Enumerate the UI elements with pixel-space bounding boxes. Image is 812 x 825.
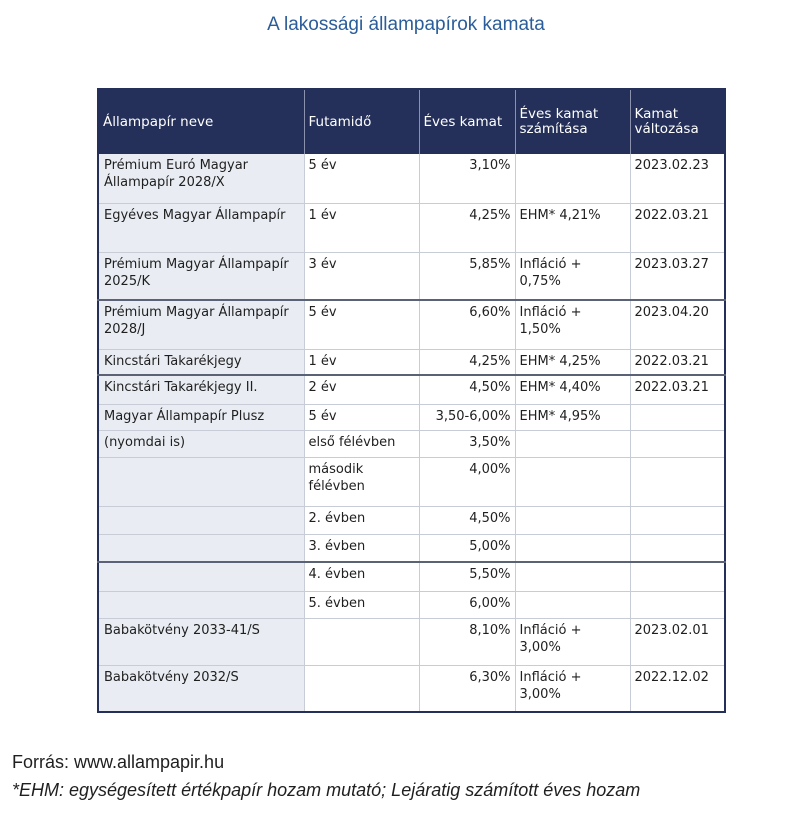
table-row	[98, 591, 725, 618]
rates-table	[97, 88, 726, 713]
table-row	[98, 349, 725, 375]
cell-rate: 5,85%	[419, 252, 515, 300]
cell-name	[98, 591, 304, 618]
header-change: Kamat változása	[630, 89, 725, 154]
cell-rate: 3,50-6,00%	[419, 404, 515, 430]
cell-change	[630, 404, 725, 430]
table-row	[98, 562, 725, 591]
cell-calc	[515, 457, 630, 506]
cell-change	[630, 562, 725, 591]
source-note: Forrás: www.allampapir.hu	[12, 752, 225, 772]
table-row	[98, 430, 725, 457]
cell-name	[98, 506, 304, 534]
cell-term: 3. évben	[304, 534, 419, 562]
cell-change: 2023.02.23	[630, 154, 725, 203]
cell-calc: Infláció + 1,50%	[515, 300, 630, 349]
cell-term: 2 év	[304, 375, 419, 404]
cell-change	[630, 430, 725, 457]
page-title: A lakossági állampapírok kamata	[267, 14, 545, 35]
cell-term	[304, 665, 419, 712]
cell-change	[630, 506, 725, 534]
table-row	[98, 457, 725, 506]
cell-change: 2022.03.21	[630, 375, 725, 404]
cell-rate: 4,00%	[419, 457, 515, 506]
cell-calc: EHM* 4,25%	[515, 349, 630, 375]
cell-term: 4. évben	[304, 562, 419, 591]
cell-calc: Infláció + 3,00%	[515, 665, 630, 712]
cell-change: 2022.03.21	[630, 349, 725, 375]
cell-rate: 4,25%	[419, 349, 515, 375]
header-calc: Éves kamat számítása	[515, 89, 630, 154]
ehm-footnote: *EHM: egységesített értékpapír hozam mutató; Lejáratig számított éves hozam	[12, 780, 641, 800]
cell-name: Kincstári Takarékjegy II.	[98, 375, 304, 404]
header-name: Állampapír neve	[98, 89, 304, 154]
cell-calc: EHM* 4,95%	[515, 404, 630, 430]
cell-term: 5 év	[304, 404, 419, 430]
cell-term: első félévben	[304, 430, 419, 457]
cell-change	[630, 534, 725, 562]
cell-name: Magyar Állampapír Plusz	[98, 404, 304, 430]
table-header-row	[98, 89, 725, 154]
header-rate: Éves kamat	[419, 89, 515, 154]
cell-calc	[515, 534, 630, 562]
cell-term: 2. évben	[304, 506, 419, 534]
cell-calc	[515, 430, 630, 457]
table-row	[98, 300, 725, 349]
table-row	[98, 404, 725, 430]
cell-term: 3 év	[304, 252, 419, 300]
table-row	[98, 665, 725, 712]
cell-rate: 3,50%	[419, 430, 515, 457]
cell-term: 5 év	[304, 300, 419, 349]
table-row	[98, 375, 725, 404]
cell-rate: 6,30%	[419, 665, 515, 712]
table-row	[98, 154, 725, 203]
cell-name: Prémium Magyar Állampapír 2025/K	[98, 252, 304, 300]
cell-name: Kincstári Takarékjegy	[98, 349, 304, 375]
table-row	[98, 252, 725, 300]
cell-change: 2023.03.27	[630, 252, 725, 300]
cell-name: Prémium Euró Magyar Állampapír 2028/X	[98, 154, 304, 203]
cell-name	[98, 562, 304, 591]
cell-calc: Infláció + 3,00%	[515, 618, 630, 665]
cell-rate: 5,00%	[419, 534, 515, 562]
cell-name: Egyéves Magyar Állampapír	[98, 203, 304, 252]
cell-calc: EHM* 4,21%	[515, 203, 630, 252]
cell-term: 1 év	[304, 203, 419, 252]
cell-rate: 4,50%	[419, 506, 515, 534]
cell-name	[98, 534, 304, 562]
cell-rate: 8,10%	[419, 618, 515, 665]
table-row	[98, 534, 725, 562]
cell-change: 2022.12.02	[630, 665, 725, 712]
cell-term: 5. évben	[304, 591, 419, 618]
cell-calc	[515, 562, 630, 591]
cell-term	[304, 618, 419, 665]
cell-calc	[515, 154, 630, 203]
cell-calc	[515, 506, 630, 534]
cell-term: második félévben	[304, 457, 419, 506]
cell-calc: Infláció + 0,75%	[515, 252, 630, 300]
cell-change	[630, 457, 725, 506]
table-row	[98, 618, 725, 665]
cell-name: (nyomdai is)	[98, 430, 304, 457]
cell-name	[98, 457, 304, 506]
cell-change: 2023.02.01	[630, 618, 725, 665]
cell-change: 2023.04.20	[630, 300, 725, 349]
cell-rate: 4,50%	[419, 375, 515, 404]
cell-change: 2022.03.21	[630, 203, 725, 252]
cell-term: 5 év	[304, 154, 419, 203]
table-row	[98, 203, 725, 252]
cell-name: Prémium Magyar Állampapír 2028/J	[98, 300, 304, 349]
cell-term: 1 év	[304, 349, 419, 375]
cell-name: Babakötvény 2032/S	[98, 665, 304, 712]
cell-rate: 3,10%	[419, 154, 515, 203]
header-term: Futamidő	[304, 89, 419, 154]
cell-calc: EHM* 4,40%	[515, 375, 630, 404]
cell-rate: 4,25%	[419, 203, 515, 252]
table-row	[98, 506, 725, 534]
cell-rate: 6,00%	[419, 591, 515, 618]
cell-name: Babakötvény 2033-41/S	[98, 618, 304, 665]
cell-calc	[515, 591, 630, 618]
cell-rate: 6,60%	[419, 300, 515, 349]
cell-change	[630, 591, 725, 618]
cell-rate: 5,50%	[419, 562, 515, 591]
